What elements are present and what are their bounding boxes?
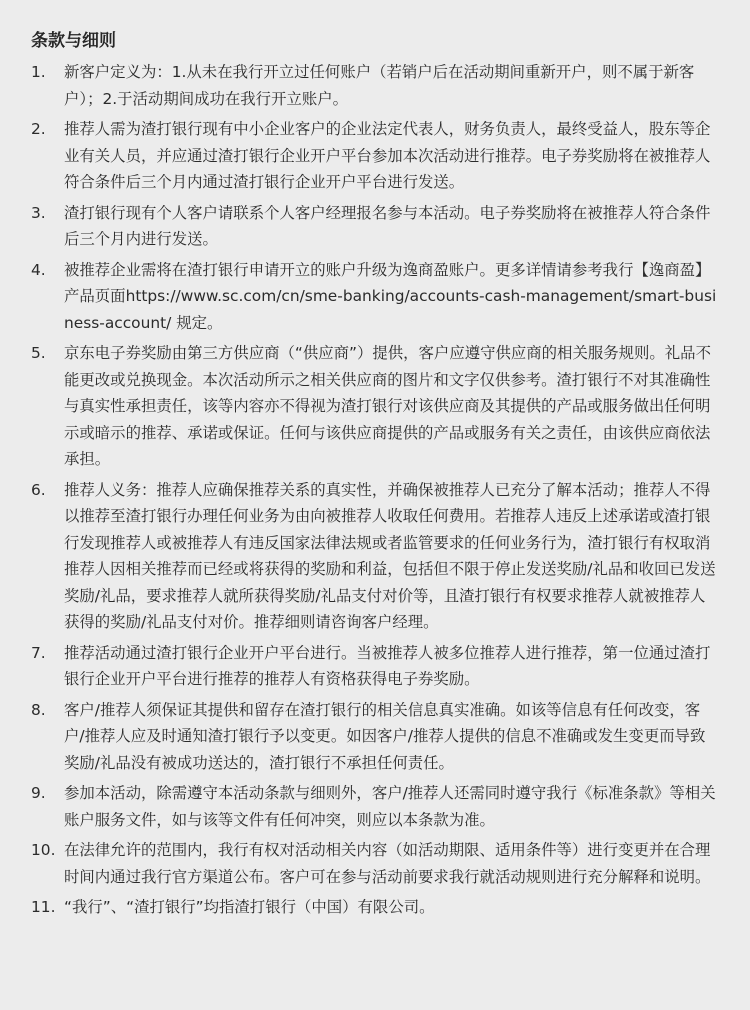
term-number: 9. bbox=[31, 784, 46, 802]
term-text: 推荐活动通过渣打银行企业开户平台进行。当被推荐人被多位推荐人进行推荐，第一位通过渣打银行企业开户平台进行推荐的推荐人有资格获得电子券奖励。 bbox=[64, 643, 711, 688]
term-item-10 bbox=[31, 837, 720, 890]
term-item-8 bbox=[31, 697, 720, 777]
term-item-1 bbox=[31, 59, 720, 112]
term-text: 参加本活动，除需遵守本活动条款与细则外，客户/推荐人还需同时遵守我行《标准条款》等相关账户服务文件，如与该等文件有任何冲突，则应以本条款为准。 bbox=[64, 784, 716, 829]
term-item-5 bbox=[31, 340, 720, 473]
term-number: 3. bbox=[31, 203, 46, 222]
term-number: 5. bbox=[31, 344, 46, 362]
term-item-9 bbox=[31, 780, 720, 833]
term-item-7 bbox=[31, 640, 720, 693]
term-item-4 bbox=[31, 257, 720, 337]
term-item-6 bbox=[31, 477, 720, 636]
term-item-2 bbox=[31, 116, 720, 196]
term-number: 1. bbox=[31, 63, 46, 81]
term-text: 渣打银行现有个人客户请联系个人客户经理报名参与本活动。电子券奖励将在被推荐人符合条件后三个月内进行发送。 bbox=[64, 203, 711, 248]
term-number: 7. bbox=[31, 643, 46, 662]
term-number: 11. bbox=[31, 898, 56, 916]
term-number: 8. bbox=[31, 700, 46, 719]
term-item-3 bbox=[31, 200, 720, 253]
term-number: 4. bbox=[31, 260, 46, 279]
page-title: 条款与细则 bbox=[31, 31, 116, 51]
term-text: 京东电子券奖励由第三方供应商（“供应商”）提供，客户应遵守供应商的相关服务规则。礼品不能更改或兑换现金。本次活动所示之相关供应商的图片和文字仅供参考。渣打银行不对其准确性与真实性承担责任，该等内容亦不得视为渣打银行对该供应商及其提供的产品或服务做出任何明示或暗示的推荐、承诺或保证。任何与该供应商提供的产品或服务有关之责任，由该供应商依法承担。 bbox=[64, 344, 711, 468]
term-text: 推荐人需为渣打银行现有中小企业客户的企业法定代表人，财务负责人，最终受益人，股东等企业有关人员，并应通过渣打银行企业开户平台参加本次活动进行推荐。电子券奖励将在被推荐人符合条件后三个月内通过渣打银行企业开户平台进行发送。 bbox=[64, 120, 711, 191]
term-item-11 bbox=[31, 894, 720, 921]
term-text: 推荐人义务：推荐人应确保推荐关系的真实性，并确保被推荐人已充分了解本活动；推荐人不得以推荐至渣打银行办理任何业务为由向被推荐人收取任何费用。若推荐人违反上述承诺或渣打银行发现推荐人或被推荐人有违反国家法律法规或者监管要求的任何业务行为，渣打银行有权取消推荐人因相关推荐而已经或将获得的奖励和利益，包括但不限于停止发送奖励/礼品和收回已发送奖励/礼品，要求推荐人就所获得奖励/礼品支付对价等，且渣打银行有权要求推荐人就被推荐人获得的奖励/礼品支付对价。推荐细则请咨询客户经理。 bbox=[64, 480, 716, 631]
term-text: 被推荐企业需将在渣打银行申请开立的账户升级为逸商盈账户。更多详情请参考我行【逸商盈】产品页面https://www.sc.com/cn/sme-banking/accounts-cash-management/smart-business-account/ 规定。 bbox=[64, 260, 717, 332]
term-text: 在法律允许的范围内，我行有权对活动相关内容（如活动期限、适用条件等）进行变更并在合理时间内通过我行官方渠道公布。客户可在参与活动前要求我行就活动规则进行充分解释和说明。 bbox=[64, 841, 711, 886]
term-number: 10. bbox=[31, 841, 56, 859]
term-text: 客户/推荐人须保证其提供和留存在渣打银行的相关信息真实准确。如该等信息有任何改变，客户/推荐人应及时通知渣打银行予以变更。如因客户/推荐人提供的信息不准确或发生变更而导致奖励/礼品没有被成功送达的，渣打银行不承担任何责任。 bbox=[64, 700, 706, 772]
term-number: 6. bbox=[31, 480, 46, 499]
term-text: “我行”、“渣打银行”均指渣打银行（中国）有限公司。 bbox=[64, 898, 435, 916]
term-text: 新客户定义为：1.从未在我行开立过任何账户（若销户后在活动期间重新开户，则不属于新客户）；2.于活动期间成功在我行开立账户。 bbox=[64, 63, 695, 108]
terms-list bbox=[31, 59, 720, 921]
term-number: 2. bbox=[31, 120, 46, 138]
